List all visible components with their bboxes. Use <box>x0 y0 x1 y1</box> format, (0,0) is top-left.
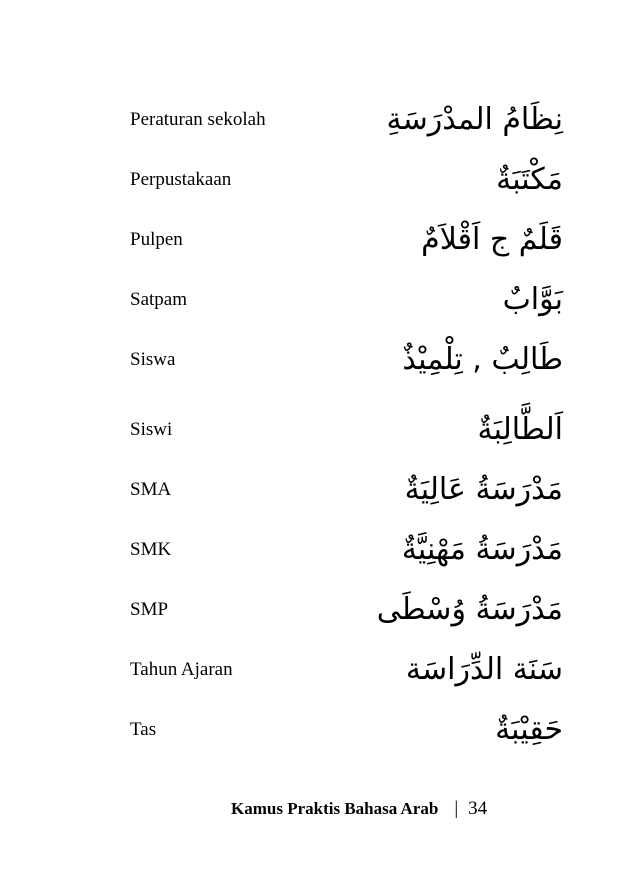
arabic-term: حَقِيْبَةٌ <box>495 712 563 747</box>
entry-smk <box>0 530 638 570</box>
arabic-term: مَدْرَسَةُ وُسْطَى <box>376 592 563 627</box>
page-footer <box>231 797 561 821</box>
entry-pulpen <box>0 220 638 260</box>
entry-tahun-ajaran <box>0 650 638 690</box>
footer-separator: | <box>454 798 459 819</box>
entry-siswa <box>0 340 638 380</box>
entry-tas <box>0 710 638 750</box>
indonesian-term: Peraturan sekolah <box>130 109 266 130</box>
arabic-term: مَدْرَسَةُ مَهْنِيَّةٌ <box>401 532 563 567</box>
indonesian-term: Perpustakaan <box>130 169 232 190</box>
entry-peraturan-sekolah <box>0 100 638 140</box>
entry-siswi <box>0 410 638 450</box>
entry-satpam <box>0 280 638 320</box>
arabic-term: طَالِبٌ , تِلْمِيْذٌ <box>402 342 563 377</box>
entry-smp <box>0 590 638 630</box>
arabic-term: قَلَمٌ ج اَقْلاَمٌ <box>421 222 563 257</box>
indonesian-term: Tas <box>130 719 157 740</box>
arabic-term: بَوَّابٌ <box>502 282 563 317</box>
indonesian-term: Tahun Ajaran <box>130 659 233 680</box>
indonesian-term: Siswa <box>130 349 176 370</box>
arabic-term: مَدْرَسَةُ عَالِيَةٌ <box>404 472 563 507</box>
indonesian-term: Siswi <box>130 419 173 440</box>
arabic-term: مَكْتَبَةٌ <box>496 162 563 197</box>
indonesian-term: Satpam <box>130 289 187 310</box>
page-number: 34 <box>468 798 488 819</box>
indonesian-term: SMP <box>130 599 169 620</box>
entry-perpustakaan <box>0 160 638 200</box>
indonesian-term: Pulpen <box>130 229 183 250</box>
entry-sma <box>0 470 638 510</box>
arabic-term: سَنَة الدِّرَاسَة <box>405 652 563 687</box>
indonesian-term: SMK <box>130 539 172 560</box>
book-title: Kamus Praktis Bahasa Arab <box>231 799 439 818</box>
arabic-term: نِظَامُ المدْرَسَةِ <box>386 102 563 137</box>
arabic-term: اَلطَّالِبَةٌ <box>477 412 563 447</box>
indonesian-term: SMA <box>130 479 172 500</box>
